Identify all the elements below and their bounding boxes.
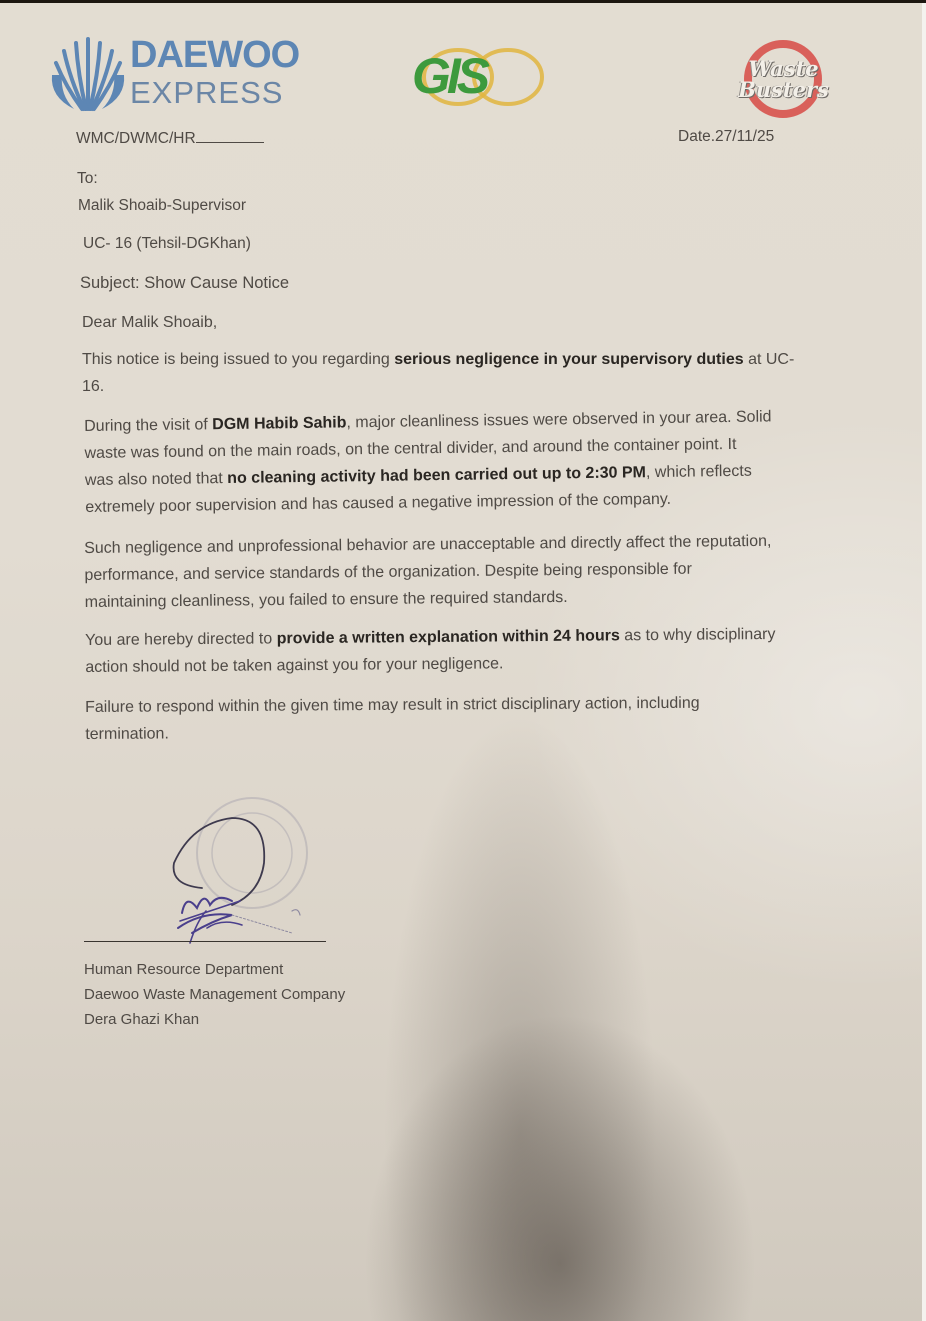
subject-line: Subject: Show Cause Notice [80, 274, 290, 292]
signatory-company: Daewoo Waste Management Company [84, 986, 346, 1003]
p4-text-d: action should not be taken against you for your negligence. [85, 655, 504, 676]
waste-busters-line2: Busters [738, 77, 829, 102]
daewoo-wordmark: DAEWOO [130, 34, 300, 76]
signature-and-stamp [82, 793, 342, 953]
p2-bold-dgm: DGM Habib Sahib [212, 414, 347, 434]
express-wordmark: EXPRESS [130, 75, 284, 110]
signature-line [84, 941, 326, 942]
letter-page [0, 3, 922, 1321]
letter-date: Date.27/11/25 [678, 128, 775, 145]
waste-busters-line1: Waste [748, 56, 819, 81]
p1-bold-negligence: serious negligence in your supervisory duties [394, 351, 744, 368]
p2-text-e: was also noted that [84, 470, 228, 489]
p2-text-d: waste was found on the main roads, on the central divider, and around the container point. It [84, 435, 737, 462]
p4-text-a: You are hereby directed to [85, 630, 277, 649]
paragraph-observations [84, 403, 773, 521]
reference-blank-line [196, 130, 264, 143]
signatory-department: Human Resource Department [84, 961, 284, 978]
p2-text-g: , which reflects [645, 462, 752, 482]
p5-text-a: Failure to respond within the given time may result in strict disciplinary action, including [85, 694, 700, 716]
p3-text-b: performance, and service standards of the organization. Despite being responsible for [84, 560, 692, 584]
p2-text-h: extremely poor supervision and has caused a negative impression of the company. [85, 490, 672, 516]
daewoo-fan-icon [48, 35, 128, 113]
p1-text-a: This notice is being issued to you regarding [82, 351, 395, 368]
p2-bold-no-cleaning: no cleaning activity had been carried out up to 2:30 PM [227, 464, 647, 488]
salutation: Dear Malik Shoaib, [82, 314, 218, 331]
p5-text-b: termination. [85, 725, 169, 743]
reference-number [76, 130, 264, 148]
to-label: To: [77, 170, 98, 187]
paragraph-warning [85, 690, 700, 748]
right-page-edge [922, 3, 926, 1321]
gis-logo [408, 45, 558, 107]
p1-text-d: 16. [82, 378, 105, 395]
p2-text-a: During the visit of [84, 416, 213, 435]
paragraph-directive [85, 621, 776, 681]
waste-busters-logo [736, 38, 831, 120]
p3-text-a: Such negligence and unprofessional behavior are unacceptable and directly affect the reputation, [84, 532, 772, 557]
p4-bold-explanation: provide a written explanation within 24 hours [276, 627, 620, 648]
p2-text-c: , major cleanliness issues were observed in your area. Solid [346, 408, 772, 432]
paragraph-issue [82, 346, 794, 400]
reference-text: WMC/DWMC/HR [76, 130, 196, 147]
signatory-city: Dera Ghazi Khan [84, 1011, 200, 1028]
recipient-location: UC- 16 (Tehsil-DGKhan) [83, 235, 251, 252]
p1-text-c: at UC- [743, 351, 795, 368]
p3-text-c: maintaining cleanliness, you failed to ensure the required standards. [84, 588, 568, 611]
gis-wordmark: GIS [412, 48, 487, 104]
paragraph-consequences [84, 528, 772, 616]
recipient-name: Malik Shoaib-Supervisor [78, 197, 246, 214]
daewoo-express-logo [48, 33, 298, 113]
p4-text-c: as to why disciplinary [619, 625, 776, 645]
